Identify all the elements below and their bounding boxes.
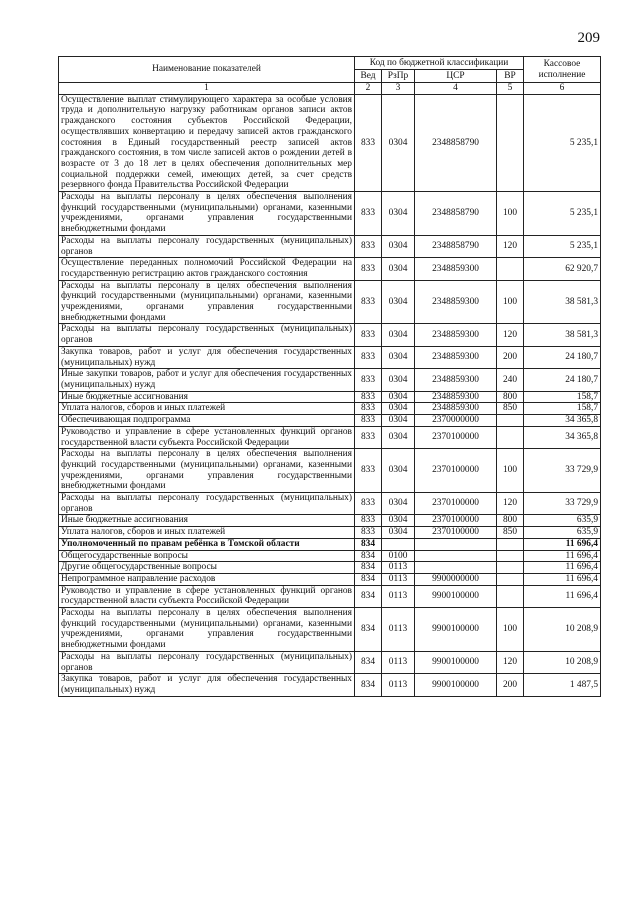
cell-vr: 800 bbox=[497, 515, 524, 527]
cell-vr bbox=[497, 258, 524, 280]
cell-amount: 11 696,4 bbox=[524, 573, 601, 585]
cell-name: Расходы на выплаты персоналу в целях обеспечения выполнения функций государственными (муниципальными) органами, казенными учреждениями, органами управления государственными внебюджетными фондами bbox=[59, 608, 355, 652]
table-row bbox=[59, 651, 601, 673]
budget-table bbox=[58, 56, 601, 697]
table-row bbox=[59, 391, 601, 403]
cell-name: Непрограммное направление расходов bbox=[59, 573, 355, 585]
cell-ved: 833 bbox=[355, 527, 382, 539]
cell-rzpr: 0304 bbox=[382, 192, 415, 236]
header-execution-line1: Кассовое bbox=[543, 58, 581, 69]
header-rzpr: РзПр bbox=[382, 70, 415, 83]
header-ved: Вед bbox=[355, 70, 382, 83]
cell-ved: 833 bbox=[355, 258, 382, 280]
cell-name: Иные бюджетные ассигнования bbox=[59, 515, 355, 527]
cell-vr: 120 bbox=[497, 651, 524, 673]
cell-csr: 2348859300 bbox=[415, 346, 497, 368]
cell-csr: 2348859300 bbox=[415, 258, 497, 280]
cell-name: Закупка товаров, работ и услуг для обеспечения государственных (муниципальных) нужд bbox=[59, 346, 355, 368]
cell-rzpr: 0113 bbox=[382, 585, 415, 607]
cell-amount: 635,9 bbox=[524, 515, 601, 527]
table-row bbox=[59, 515, 601, 527]
table-row bbox=[59, 562, 601, 574]
cell-rzpr: 0304 bbox=[382, 280, 415, 324]
table-row bbox=[59, 415, 601, 427]
cell-ved: 833 bbox=[355, 94, 382, 191]
cell-name: Уполномоченный по правам ребёнка в Томской области bbox=[59, 538, 355, 550]
cell-name: Расходы на выплаты персоналу в целях обеспечения выполнения функций государственными (муниципальными) органами, казенными учреждениями, органами управления государственными внебюджетными фондами bbox=[59, 280, 355, 324]
cell-vr: 800 bbox=[497, 391, 524, 403]
cell-vr: 100 bbox=[497, 192, 524, 236]
header-num-2: 2 bbox=[355, 83, 382, 95]
cell-rzpr: 0304 bbox=[382, 515, 415, 527]
cell-name: Осуществление выплат стимулирующего характера за особые условия труда и дополнительную нагрузку работникам органов записи актов гражданского состояния субъектов Российской Федерации, осуществлявших конвертацию и передачу записей актов гражданского состояния в Единый государственный реестр записей актов гражданского состояния, в том числе записей актов о рождении детей в возрасте от 3 до 18 лет в целях обеспечения дополнительных мер социальной поддержки семей, имеющих детей, за счет средств резервного фонда Правительства Российской Федерации bbox=[59, 94, 355, 191]
table-row bbox=[59, 235, 601, 257]
cell-csr: 2348859300 bbox=[415, 324, 497, 346]
cell-name: Руководство и управление в сфере установленных функций органов государственной власти субъекта Российской Федерации bbox=[59, 426, 355, 448]
cell-name: Иные бюджетные ассигнования bbox=[59, 391, 355, 403]
cell-csr: 9900000000 bbox=[415, 573, 497, 585]
cell-vr: 120 bbox=[497, 493, 524, 515]
cell-ved: 833 bbox=[355, 346, 382, 368]
cell-amount: 33 729,9 bbox=[524, 493, 601, 515]
cell-amount: 33 729,9 bbox=[524, 449, 601, 493]
cell-ved: 833 bbox=[355, 493, 382, 515]
cell-amount: 10 208,9 bbox=[524, 608, 601, 652]
cell-name: Расходы на выплаты персоналу в целях обеспечения выполнения функций государственными (муниципальными) органами, казенными учреждениями, органами управления государственными внебюджетными фондами bbox=[59, 192, 355, 236]
cell-amount: 158,7 bbox=[524, 403, 601, 415]
cell-ved: 833 bbox=[355, 280, 382, 324]
cell-rzpr: 0304 bbox=[382, 493, 415, 515]
table-row bbox=[59, 493, 601, 515]
cell-rzpr: 0304 bbox=[382, 235, 415, 257]
cell-csr: 9900100000 bbox=[415, 674, 497, 696]
cell-amount: 1 487,5 bbox=[524, 674, 601, 696]
cell-amount: 24 180,7 bbox=[524, 369, 601, 391]
cell-csr: 2370100000 bbox=[415, 515, 497, 527]
cell-csr: 2370100000 bbox=[415, 426, 497, 448]
cell-ved: 834 bbox=[355, 585, 382, 607]
cell-vr bbox=[497, 426, 524, 448]
cell-name: Общегосударственные вопросы bbox=[59, 550, 355, 562]
cell-amount: 11 696,4 bbox=[524, 538, 601, 550]
header-execution-line2: исполнение bbox=[538, 69, 586, 80]
cell-name: Иные закупки товаров, работ и услуг для обеспечения государственных (муниципальных) нужд bbox=[59, 369, 355, 391]
table-row bbox=[59, 258, 601, 280]
cell-name: Расходы на выплаты персоналу в целях обеспечения выполнения функций государственными (муниципальными) органами, казенными учреждениями, органами управления государственными внебюджетными фондами bbox=[59, 449, 355, 493]
table-row bbox=[59, 573, 601, 585]
cell-name: Расходы на выплаты персоналу государственных (муниципальных) органов bbox=[59, 235, 355, 257]
cell-csr: 2370100000 bbox=[415, 449, 497, 493]
cell-rzpr: 0304 bbox=[382, 258, 415, 280]
cell-csr: 2370100000 bbox=[415, 527, 497, 539]
cell-vr: 120 bbox=[497, 235, 524, 257]
cell-vr: 850 bbox=[497, 527, 524, 539]
cell-csr: 9900100000 bbox=[415, 608, 497, 652]
table-row bbox=[59, 94, 601, 191]
cell-rzpr: 0113 bbox=[382, 674, 415, 696]
header-execution bbox=[524, 57, 601, 83]
table-row bbox=[59, 426, 601, 448]
cell-csr bbox=[415, 538, 497, 550]
cell-rzpr: 0304 bbox=[382, 94, 415, 191]
header-num-3: 3 bbox=[382, 83, 415, 95]
header-num-4: 4 bbox=[415, 83, 497, 95]
cell-rzpr: 0304 bbox=[382, 415, 415, 427]
cell-rzpr: 0113 bbox=[382, 608, 415, 652]
cell-rzpr: 0304 bbox=[382, 403, 415, 415]
cell-vr bbox=[497, 94, 524, 191]
header-num-6: 6 bbox=[524, 83, 601, 95]
cell-amount: 635,9 bbox=[524, 527, 601, 539]
cell-vr: 200 bbox=[497, 674, 524, 696]
cell-ved: 834 bbox=[355, 651, 382, 673]
cell-csr bbox=[415, 550, 497, 562]
cell-name: Уплата налогов, сборов и иных платежей bbox=[59, 527, 355, 539]
cell-ved: 834 bbox=[355, 562, 382, 574]
cell-ved: 833 bbox=[355, 415, 382, 427]
cell-amount: 34 365,8 bbox=[524, 426, 601, 448]
table-row bbox=[59, 403, 601, 415]
cell-name: Закупка товаров, работ и услуг для обеспечения государственных (муниципальных) нужд bbox=[59, 674, 355, 696]
cell-ved: 833 bbox=[355, 449, 382, 493]
cell-ved: 833 bbox=[355, 369, 382, 391]
cell-name: Расходы на выплаты персоналу государственных (муниципальных) органов bbox=[59, 324, 355, 346]
table-row bbox=[59, 527, 601, 539]
cell-vr: 200 bbox=[497, 346, 524, 368]
cell-vr bbox=[497, 562, 524, 574]
cell-csr: 2348859300 bbox=[415, 391, 497, 403]
page-number: 209 bbox=[577, 30, 600, 46]
cell-vr bbox=[497, 550, 524, 562]
table-body bbox=[59, 94, 601, 696]
cell-vr: 100 bbox=[497, 608, 524, 652]
cell-rzpr: 0304 bbox=[382, 324, 415, 346]
cell-csr: 2348859300 bbox=[415, 280, 497, 324]
cell-vr bbox=[497, 538, 524, 550]
cell-amount: 158,7 bbox=[524, 391, 601, 403]
cell-vr: 120 bbox=[497, 324, 524, 346]
cell-rzpr: 0304 bbox=[382, 391, 415, 403]
cell-vr: 850 bbox=[497, 403, 524, 415]
cell-csr bbox=[415, 562, 497, 574]
cell-vr: 100 bbox=[497, 449, 524, 493]
cell-rzpr: 0304 bbox=[382, 449, 415, 493]
table-row bbox=[59, 324, 601, 346]
cell-rzpr: 0304 bbox=[382, 527, 415, 539]
cell-amount: 34 365,8 bbox=[524, 415, 601, 427]
cell-name: Расходы на выплаты персоналу государственных (муниципальных) органов bbox=[59, 493, 355, 515]
cell-amount: 5 235,1 bbox=[524, 192, 601, 236]
cell-amount: 38 581,3 bbox=[524, 280, 601, 324]
cell-ved: 833 bbox=[355, 192, 382, 236]
cell-ved: 834 bbox=[355, 608, 382, 652]
cell-amount: 11 696,4 bbox=[524, 585, 601, 607]
table-row bbox=[59, 550, 601, 562]
cell-amount: 24 180,7 bbox=[524, 346, 601, 368]
cell-amount: 5 235,1 bbox=[524, 235, 601, 257]
cell-amount: 10 208,9 bbox=[524, 651, 601, 673]
cell-ved: 833 bbox=[355, 235, 382, 257]
cell-rzpr: 0304 bbox=[382, 346, 415, 368]
cell-name: Уплата налогов, сборов и иных платежей bbox=[59, 403, 355, 415]
cell-csr: 2348858790 bbox=[415, 235, 497, 257]
cell-ved: 833 bbox=[355, 403, 382, 415]
cell-vr bbox=[497, 415, 524, 427]
cell-ved: 833 bbox=[355, 391, 382, 403]
cell-csr: 9900100000 bbox=[415, 585, 497, 607]
cell-amount: 5 235,1 bbox=[524, 94, 601, 191]
cell-amount: 11 696,4 bbox=[524, 550, 601, 562]
cell-name: Другие общегосударственные вопросы bbox=[59, 562, 355, 574]
cell-rzpr: 0100 bbox=[382, 550, 415, 562]
header-csr: ЦСР bbox=[415, 70, 497, 83]
cell-ved: 833 bbox=[355, 324, 382, 346]
cell-ved: 833 bbox=[355, 426, 382, 448]
cell-amount: 38 581,3 bbox=[524, 324, 601, 346]
cell-ved: 834 bbox=[355, 550, 382, 562]
table-row bbox=[59, 280, 601, 324]
header-code-group: Код по бюджетной классификации bbox=[355, 57, 524, 70]
header-num-1: 1 bbox=[59, 83, 355, 95]
cell-amount: 62 920,7 bbox=[524, 258, 601, 280]
cell-amount: 11 696,4 bbox=[524, 562, 601, 574]
header-vr: ВР bbox=[497, 70, 524, 83]
cell-ved: 833 bbox=[355, 515, 382, 527]
cell-vr: 240 bbox=[497, 369, 524, 391]
cell-vr: 100 bbox=[497, 280, 524, 324]
cell-rzpr: 0113 bbox=[382, 651, 415, 673]
header-num-5: 5 bbox=[497, 83, 524, 95]
cell-ved: 834 bbox=[355, 573, 382, 585]
header-name: Наименование показателей bbox=[59, 57, 355, 83]
cell-name: Осуществление переданных полномочий Российской Федерации на государственную регистрацию актов гражданского состояния bbox=[59, 258, 355, 280]
cell-csr: 2348858790 bbox=[415, 192, 497, 236]
table-row bbox=[59, 449, 601, 493]
cell-csr: 2370000000 bbox=[415, 415, 497, 427]
table-row bbox=[59, 538, 601, 550]
table-row bbox=[59, 608, 601, 652]
table-header bbox=[59, 57, 601, 95]
cell-ved: 834 bbox=[355, 538, 382, 550]
cell-csr: 9900100000 bbox=[415, 651, 497, 673]
table-row bbox=[59, 346, 601, 368]
table-row bbox=[59, 585, 601, 607]
cell-csr: 2348859300 bbox=[415, 369, 497, 391]
cell-rzpr: 0113 bbox=[382, 573, 415, 585]
cell-vr bbox=[497, 585, 524, 607]
table-row bbox=[59, 674, 601, 696]
cell-csr: 2348859300 bbox=[415, 403, 497, 415]
cell-csr: 2348858790 bbox=[415, 94, 497, 191]
cell-rzpr: 0304 bbox=[382, 426, 415, 448]
cell-rzpr: 0113 bbox=[382, 562, 415, 574]
cell-name: Расходы на выплаты персоналу государственных (муниципальных) органов bbox=[59, 651, 355, 673]
cell-csr: 2370100000 bbox=[415, 493, 497, 515]
cell-rzpr: 0304 bbox=[382, 369, 415, 391]
cell-vr bbox=[497, 573, 524, 585]
table-row bbox=[59, 192, 601, 236]
cell-name: Руководство и управление в сфере установленных функций органов государственной власти субъекта Российской Федерации bbox=[59, 585, 355, 607]
cell-ved: 834 bbox=[355, 674, 382, 696]
cell-name: Обеспечивающая подпрограмма bbox=[59, 415, 355, 427]
table-row bbox=[59, 369, 601, 391]
cell-rzpr bbox=[382, 538, 415, 550]
